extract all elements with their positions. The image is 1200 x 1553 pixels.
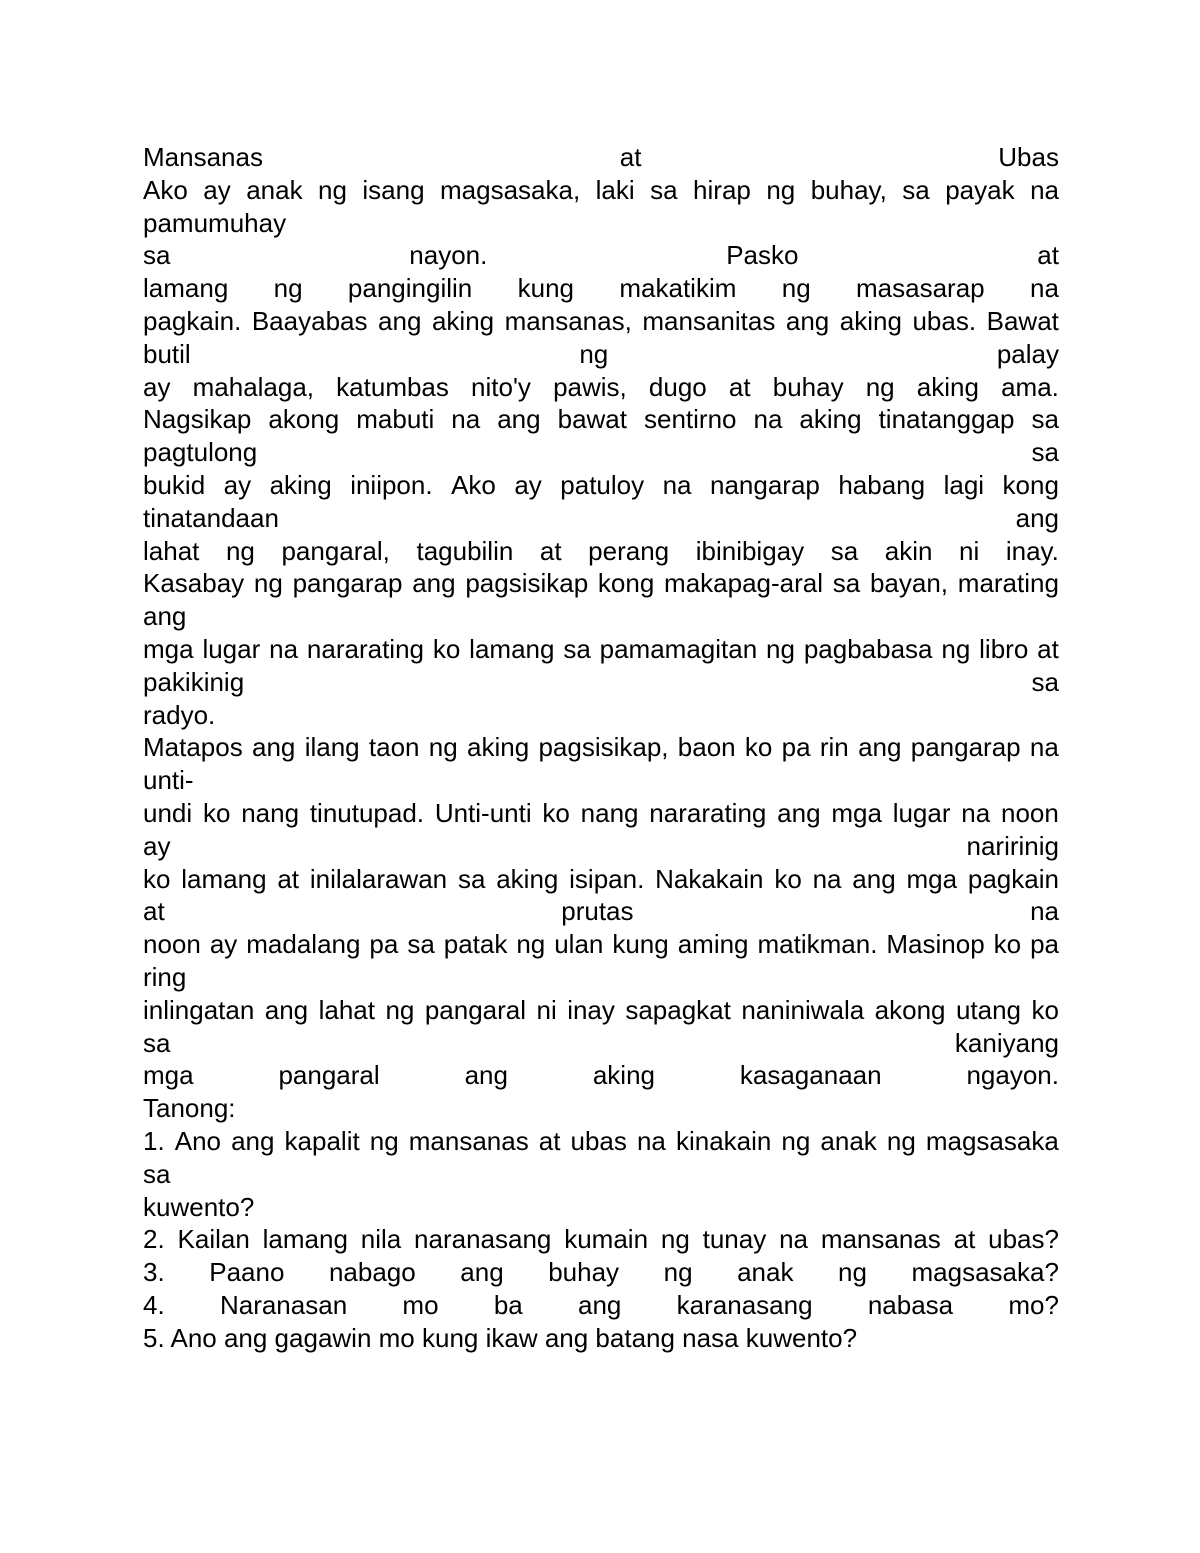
word: inay. (1005, 535, 1059, 566)
word: ng (766, 174, 796, 205)
word: kasaganaan (739, 1060, 882, 1091)
word: buhay, (810, 174, 887, 205)
text-line (143, 928, 1059, 961)
word: Nakakain (655, 863, 764, 894)
word: mansanas, (504, 305, 632, 336)
word: sa (143, 240, 171, 271)
word: mansanitas (642, 305, 776, 336)
word: ng (781, 1125, 811, 1156)
text-line (143, 1125, 1059, 1158)
word: magsasaka, (440, 174, 581, 205)
word: kapalit (284, 1125, 360, 1156)
word: Unti-unti (434, 797, 532, 828)
word: ang (412, 568, 456, 599)
word: aking (799, 404, 862, 435)
word: ko (744, 732, 773, 763)
word: ng (225, 535, 255, 566)
word: Kailan (177, 1224, 250, 1255)
text-line (143, 1059, 1059, 1092)
word: lahat (143, 535, 200, 566)
text-line (143, 338, 1059, 371)
word: sa (1031, 437, 1059, 468)
word: bawat (557, 404, 627, 435)
word: Paano (209, 1257, 285, 1288)
word: mansanas (820, 1224, 941, 1255)
word: Ano (174, 1125, 222, 1156)
word: ubas. (912, 305, 977, 336)
text-line (143, 830, 1059, 863)
word: ko (774, 863, 802, 894)
word: aking (916, 371, 979, 402)
word: sapagkat (625, 994, 731, 1025)
text-line (143, 797, 1059, 830)
word: mansanas (408, 1125, 529, 1156)
word: ay (514, 469, 542, 500)
word: nabasa (867, 1289, 954, 1320)
text-line (143, 371, 1059, 404)
word: na (662, 469, 692, 500)
text-line (143, 174, 1059, 207)
word: na (1030, 174, 1059, 205)
word: ulan (554, 929, 604, 960)
text-line (143, 436, 1059, 469)
word: palay (996, 338, 1059, 369)
word: patak (443, 929, 508, 960)
word: 4. (143, 1289, 165, 1320)
word: karanasang (676, 1289, 813, 1320)
word: sa (563, 633, 591, 664)
word: lamang (181, 863, 267, 894)
text-line (143, 1289, 1059, 1322)
word: sa (832, 568, 861, 599)
word: lamang (262, 1224, 348, 1255)
word: na (1030, 273, 1059, 304)
word: bayan, (869, 568, 949, 599)
word: ang (378, 305, 422, 336)
word: matikman. (757, 929, 878, 960)
word: marating (957, 568, 1059, 599)
word: lugar (202, 633, 261, 664)
word: naririnig (966, 830, 1059, 861)
word: at (953, 1224, 976, 1255)
word: Bawat (986, 305, 1059, 336)
word: nayon. (409, 240, 488, 271)
word: pakikinig (143, 666, 245, 697)
word: kinakain (675, 1125, 772, 1156)
word: ng (766, 633, 795, 664)
word: ko (542, 797, 570, 828)
word: ng (941, 633, 971, 664)
word: naranasang (414, 1224, 552, 1255)
word: aking (467, 732, 530, 763)
word: ko (1031, 994, 1059, 1025)
word: lamang (469, 633, 555, 664)
word: tunay (702, 1224, 767, 1255)
word: dugo (648, 371, 707, 402)
word: Baayabas (251, 305, 368, 336)
word: habang (838, 469, 926, 500)
word: anak (820, 1125, 877, 1156)
word: buhay (548, 1257, 620, 1288)
word: pagtulong (143, 437, 258, 468)
word: butil (143, 338, 191, 369)
word: ay (143, 830, 171, 861)
word: na (961, 797, 991, 828)
word: lamang (143, 273, 229, 304)
word: hirap (693, 174, 751, 205)
word: nabago (328, 1257, 416, 1288)
text-line (143, 239, 1059, 272)
word: ng (385, 994, 415, 1025)
word: kaniyang (954, 1027, 1059, 1058)
word: ang (460, 1257, 504, 1288)
word: ilang (304, 732, 360, 763)
word: payak (945, 174, 1015, 205)
word: noon (143, 929, 201, 960)
word: 2. (143, 1224, 165, 1255)
document-body (143, 141, 1059, 1354)
word: baon (677, 732, 736, 763)
word: naniniwala (741, 994, 865, 1025)
word: laki (595, 174, 635, 205)
word: utang (955, 994, 1022, 1025)
text-line: radyo. (143, 699, 216, 730)
word: tagubilin (416, 535, 514, 566)
word: mga (143, 1060, 194, 1091)
word: ay (203, 174, 231, 205)
word: ba (493, 1289, 523, 1320)
word: prutas (561, 896, 634, 927)
text-line (143, 731, 1059, 764)
word: ubas (570, 1125, 627, 1156)
word: pa (781, 732, 811, 763)
word: ubas? (988, 1224, 1059, 1255)
word: ng (886, 1125, 916, 1156)
text-line: 5. Ano ang gagawin mo kung ikaw ang batang nasa kuwento? (143, 1322, 858, 1353)
word: rin (819, 732, 849, 763)
word: noon (1001, 797, 1059, 828)
word: ng (318, 174, 347, 205)
word: tinatandaan (143, 502, 279, 533)
word: mo? (1008, 1289, 1059, 1320)
word: aking (431, 305, 495, 336)
word: sa (902, 174, 930, 205)
word: mahalaga, (192, 371, 315, 402)
word: na (753, 404, 783, 435)
word: aking (592, 1060, 655, 1091)
word: ng (369, 1125, 399, 1156)
word: Nagsikap (143, 404, 252, 435)
word: ang (578, 1289, 622, 1320)
word: ng (781, 273, 811, 304)
word: katumbas (336, 371, 449, 402)
word: ko (432, 633, 461, 664)
word: kong (597, 568, 655, 599)
word: ang (785, 305, 830, 336)
word: pa (369, 929, 399, 960)
word: akong (268, 404, 340, 435)
word: mabuti (356, 404, 435, 435)
word: isang (362, 174, 425, 205)
text-line (143, 666, 1059, 699)
word: at (539, 535, 562, 566)
word: at (728, 371, 751, 402)
word: nararating (306, 633, 424, 664)
word: iniipon. (350, 469, 433, 500)
text-line: kuwento? (143, 1191, 255, 1222)
word: ang (1015, 502, 1059, 533)
word: inlingatan (143, 994, 255, 1025)
word: anak (246, 174, 303, 205)
word: sa (143, 1027, 171, 1058)
word: tinatanggap (878, 404, 1015, 435)
word: sa (1031, 404, 1059, 435)
word: pagkain. (143, 305, 242, 336)
word: perang (588, 535, 670, 566)
word: patuloy (560, 469, 645, 500)
word: ng (516, 929, 546, 960)
word: inilalarawan (309, 863, 448, 894)
word: at (619, 142, 642, 172)
word: 3. (143, 1257, 165, 1288)
word: pangaral, (281, 535, 390, 566)
text-line (143, 403, 1059, 436)
text-line: sa (143, 1158, 171, 1189)
word: nito'y (471, 371, 531, 402)
word: nararating (649, 797, 767, 828)
word: lahat (318, 994, 375, 1025)
word: lugar (892, 797, 951, 828)
word: ay (223, 469, 252, 500)
word: at (143, 896, 165, 927)
word: sa (457, 863, 486, 894)
word: ng (579, 338, 609, 369)
word: nangarap (709, 469, 820, 500)
word: Ako (451, 469, 496, 500)
word: na (812, 863, 842, 894)
word: pangarap (910, 732, 1021, 763)
word: ngayon. (966, 1060, 1059, 1091)
word: pangarap (292, 568, 403, 599)
text-line (143, 1027, 1059, 1060)
word: sa (650, 174, 678, 205)
word: undi (143, 797, 193, 828)
text-line (143, 305, 1059, 338)
word: isipan. (569, 863, 645, 894)
word: makapag-aral (664, 568, 824, 599)
word: mga (143, 633, 194, 664)
text-line: Tanong: (143, 1093, 236, 1124)
text-line (143, 994, 1059, 1027)
word: mga (906, 863, 958, 894)
word: tinutupad. (309, 797, 425, 828)
word: magsasaka? (911, 1257, 1059, 1288)
text-line (143, 272, 1059, 305)
word: aking (496, 863, 559, 894)
word: kung (517, 273, 574, 304)
word: at (277, 863, 300, 894)
text-line (143, 633, 1059, 666)
word: pangingilin (347, 273, 473, 304)
word: ng (253, 568, 283, 599)
word: ang (464, 1060, 508, 1091)
word: na (451, 404, 481, 435)
word: taon (368, 732, 420, 763)
word: ang (858, 732, 902, 763)
word: na (1030, 896, 1059, 927)
text-line: ang (143, 601, 187, 632)
word: lagi (943, 469, 985, 500)
word: pangaral (278, 1060, 380, 1091)
word: 1. (143, 1125, 165, 1156)
text-line (143, 141, 1059, 174)
word: na (779, 1224, 808, 1255)
word: na (269, 633, 299, 664)
word: ni (959, 535, 980, 566)
word: ng (663, 1257, 693, 1288)
word: ni (536, 994, 557, 1025)
word: Ubas (998, 142, 1059, 172)
word: anak (737, 1257, 794, 1288)
word: akin (884, 535, 933, 566)
word: mo (402, 1289, 439, 1320)
text-line (143, 502, 1059, 535)
word: ng (273, 273, 303, 304)
text-line: ring (143, 961, 187, 992)
word: libro (979, 633, 1029, 664)
word: Matapos (143, 732, 243, 763)
word: inay (567, 994, 615, 1025)
word: ng (660, 1224, 690, 1255)
word: ama. (1001, 371, 1059, 402)
word: pa (1030, 929, 1059, 960)
word: pagkain (967, 863, 1059, 894)
word: magsasaka (925, 1125, 1059, 1156)
word: ay (143, 371, 171, 402)
word: sa (407, 929, 435, 960)
word: bukid (143, 469, 206, 500)
text-line: unti- (143, 765, 194, 796)
text-line: pamumuhay (143, 207, 287, 238)
word: ko (993, 929, 1022, 960)
word: ang (264, 994, 309, 1025)
text-line (143, 1223, 1059, 1256)
word: pawis, (553, 371, 627, 402)
text-line (143, 895, 1059, 928)
word: ang (852, 863, 896, 894)
word: madalang (246, 929, 361, 960)
text-line (143, 567, 1059, 600)
word: sentirno (644, 404, 737, 435)
text-line (143, 535, 1059, 568)
word: Naranasan (219, 1289, 348, 1320)
word: pangaral (424, 994, 527, 1025)
word: pamamagitan (599, 633, 758, 664)
word: aming (677, 929, 749, 960)
word: at (1037, 240, 1059, 271)
word: ang (777, 797, 821, 828)
word: Mansanas (143, 142, 263, 172)
word: pagbabasa (803, 633, 933, 664)
word: aking (269, 469, 332, 500)
word: ibinibigay (695, 535, 805, 566)
word: nang (241, 797, 300, 828)
word: Ako (143, 174, 188, 205)
word: ang (497, 404, 541, 435)
text-line (143, 863, 1059, 896)
text-line (143, 1256, 1059, 1289)
text-line (143, 469, 1059, 502)
word: aking (839, 305, 902, 336)
word: akong (874, 994, 946, 1025)
word: ng (838, 1257, 867, 1288)
word: masasarap (856, 273, 985, 304)
word: ko (143, 863, 171, 894)
word: ng (428, 732, 458, 763)
word: ang (252, 732, 296, 763)
word: at (1037, 633, 1059, 664)
word: ng (865, 371, 895, 402)
word: at (538, 1125, 561, 1156)
word: nila (360, 1224, 402, 1255)
word: kung (612, 929, 669, 960)
word: makatikim (619, 273, 737, 304)
word: kong (1002, 469, 1059, 500)
word: nang (580, 797, 639, 828)
word: buhay (772, 371, 844, 402)
word: pagsisikap, (538, 732, 669, 763)
word: ko (202, 797, 231, 828)
word: Pasko (726, 240, 799, 271)
word: ay (209, 929, 238, 960)
word: Masinop (886, 929, 985, 960)
word: pagsisikap (465, 568, 589, 599)
word: sa (1031, 666, 1059, 697)
word: na (636, 1125, 666, 1156)
word: mga (831, 797, 882, 828)
word: sa (830, 535, 859, 566)
word: Kasabay (143, 568, 245, 599)
word: ang (231, 1125, 275, 1156)
word: kumain (564, 1224, 649, 1255)
word: na (1029, 732, 1059, 763)
